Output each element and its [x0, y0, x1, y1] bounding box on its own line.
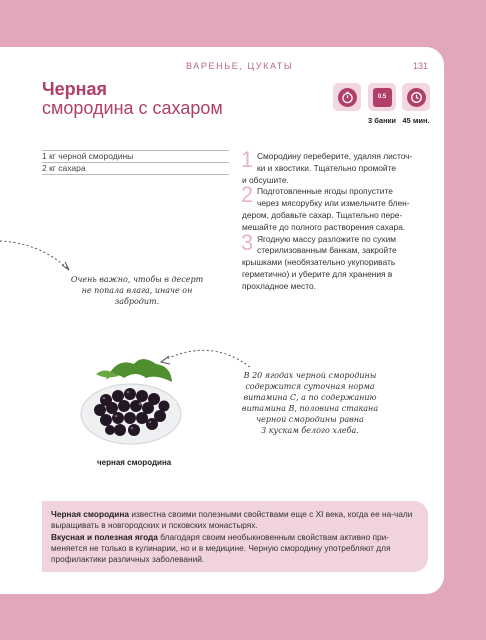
step-number: 2	[241, 182, 254, 208]
blackcurrant-image	[76, 352, 186, 452]
step-1: 1 Смородину переберите, удаляя листоч- ки и хвостики. Тщательно промойте и обсушите.	[241, 147, 413, 185]
clock-box	[402, 83, 430, 111]
page-number: 131	[413, 61, 429, 71]
timer-box	[333, 83, 361, 111]
steps-list	[241, 147, 428, 293]
jar-box	[368, 83, 396, 111]
jar-volume-label: 0.5	[377, 94, 387, 100]
step-3: 3 Ягодную массу разложите по сухим стерилизованным банкам, закройте крышками (необязательно укупоривать герметично) и уберите для хранения в прохладное место.	[241, 229, 397, 291]
ingredients-list	[42, 150, 229, 175]
berry-caption: черная смородина	[97, 458, 172, 467]
ingredient-line: 1 кг черной смородины	[42, 150, 229, 163]
info-paragraph-2: Вкусная и полезная ягода благодаря своим необыкновенным свойствам активно при-меняется не только в кулинарии, но и в медицине. Черную смородину употребляют для профилактики различных заболеваний.	[51, 531, 391, 565]
recipe-title-line2: смородина с сахаром	[42, 98, 223, 118]
step-2: 2 Подготовленные ягоды пропустите через мясорубку или измельчите блен- дером, добавьте сахар. Тщательно пере-мешайте до полного растворения сахара.	[241, 182, 410, 232]
step-number: 3	[241, 229, 254, 255]
timer-icon	[338, 88, 357, 107]
fact-note: В 20 ягодах черной смородины содержится суточная норма витамина С, а по содержанию витамина В, половина стакана черной смородины равна 3 кускам белого хлеба.	[241, 371, 379, 435]
ingredient-line: 2 кг сахара	[42, 163, 229, 175]
jar-icon	[373, 88, 392, 107]
step-number: 1	[241, 147, 254, 172]
section-header: ВАРЕНЬЕ, ЦУКАТЫ	[186, 61, 294, 71]
clock-icon	[407, 88, 426, 107]
info-paragraph-1: Черная смородина известна своими полезными свойствами еще с XI века, когда ее на-чали выращивать в новгородских и псковских монастырях.	[51, 509, 413, 531]
time-value: 45 мин.	[402, 116, 430, 125]
tip-note: Очень важно, чтобы в десерт не попала влага, иначе он забродит.	[70, 275, 204, 306]
recipe-title-line1: Черная	[42, 79, 108, 99]
info-block	[42, 501, 428, 572]
yield-value: 3 банки	[368, 116, 396, 125]
recipe-page	[0, 47, 444, 594]
